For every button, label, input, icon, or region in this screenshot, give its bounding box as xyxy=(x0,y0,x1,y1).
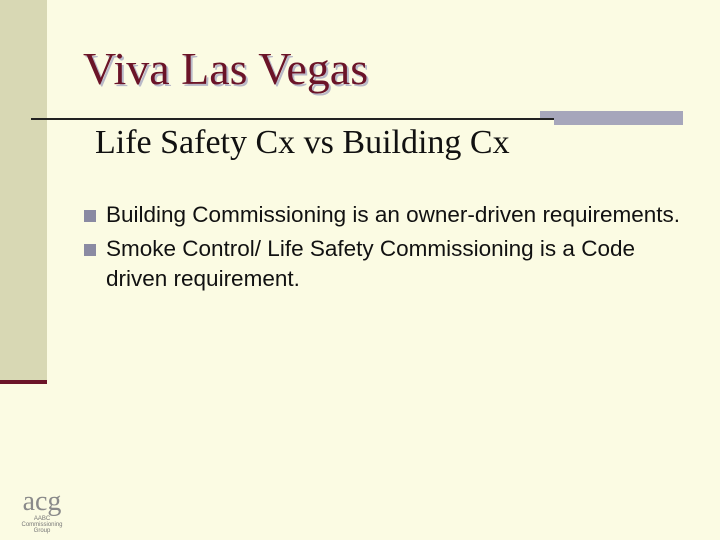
square-bullet-icon xyxy=(84,244,96,256)
logo-caption: AABC Commissioning Group xyxy=(21,516,63,534)
square-bullet-icon xyxy=(84,210,96,222)
title-rule xyxy=(31,118,554,120)
bullet-item xyxy=(84,200,694,230)
bullet-text: Smoke Control/ Life Safety Commissioning is a Code driven requirement. xyxy=(106,236,635,291)
title-rule-accent-lower xyxy=(554,119,683,125)
left-accent-bar xyxy=(0,0,47,384)
bullet-item xyxy=(84,234,694,294)
slide-subtitle: Life Safety Cx vs Building Cx xyxy=(95,124,510,161)
bullet-text: Building Commissioning is an owner-driven requirements. xyxy=(106,202,681,227)
left-accent-bar-cap xyxy=(0,380,47,384)
logo-mark: acg xyxy=(22,486,62,517)
title-rule-accent xyxy=(540,111,683,119)
acg-logo xyxy=(12,488,72,533)
bullet-list xyxy=(84,200,694,298)
slide-title: Viva Las Vegas xyxy=(83,43,369,94)
